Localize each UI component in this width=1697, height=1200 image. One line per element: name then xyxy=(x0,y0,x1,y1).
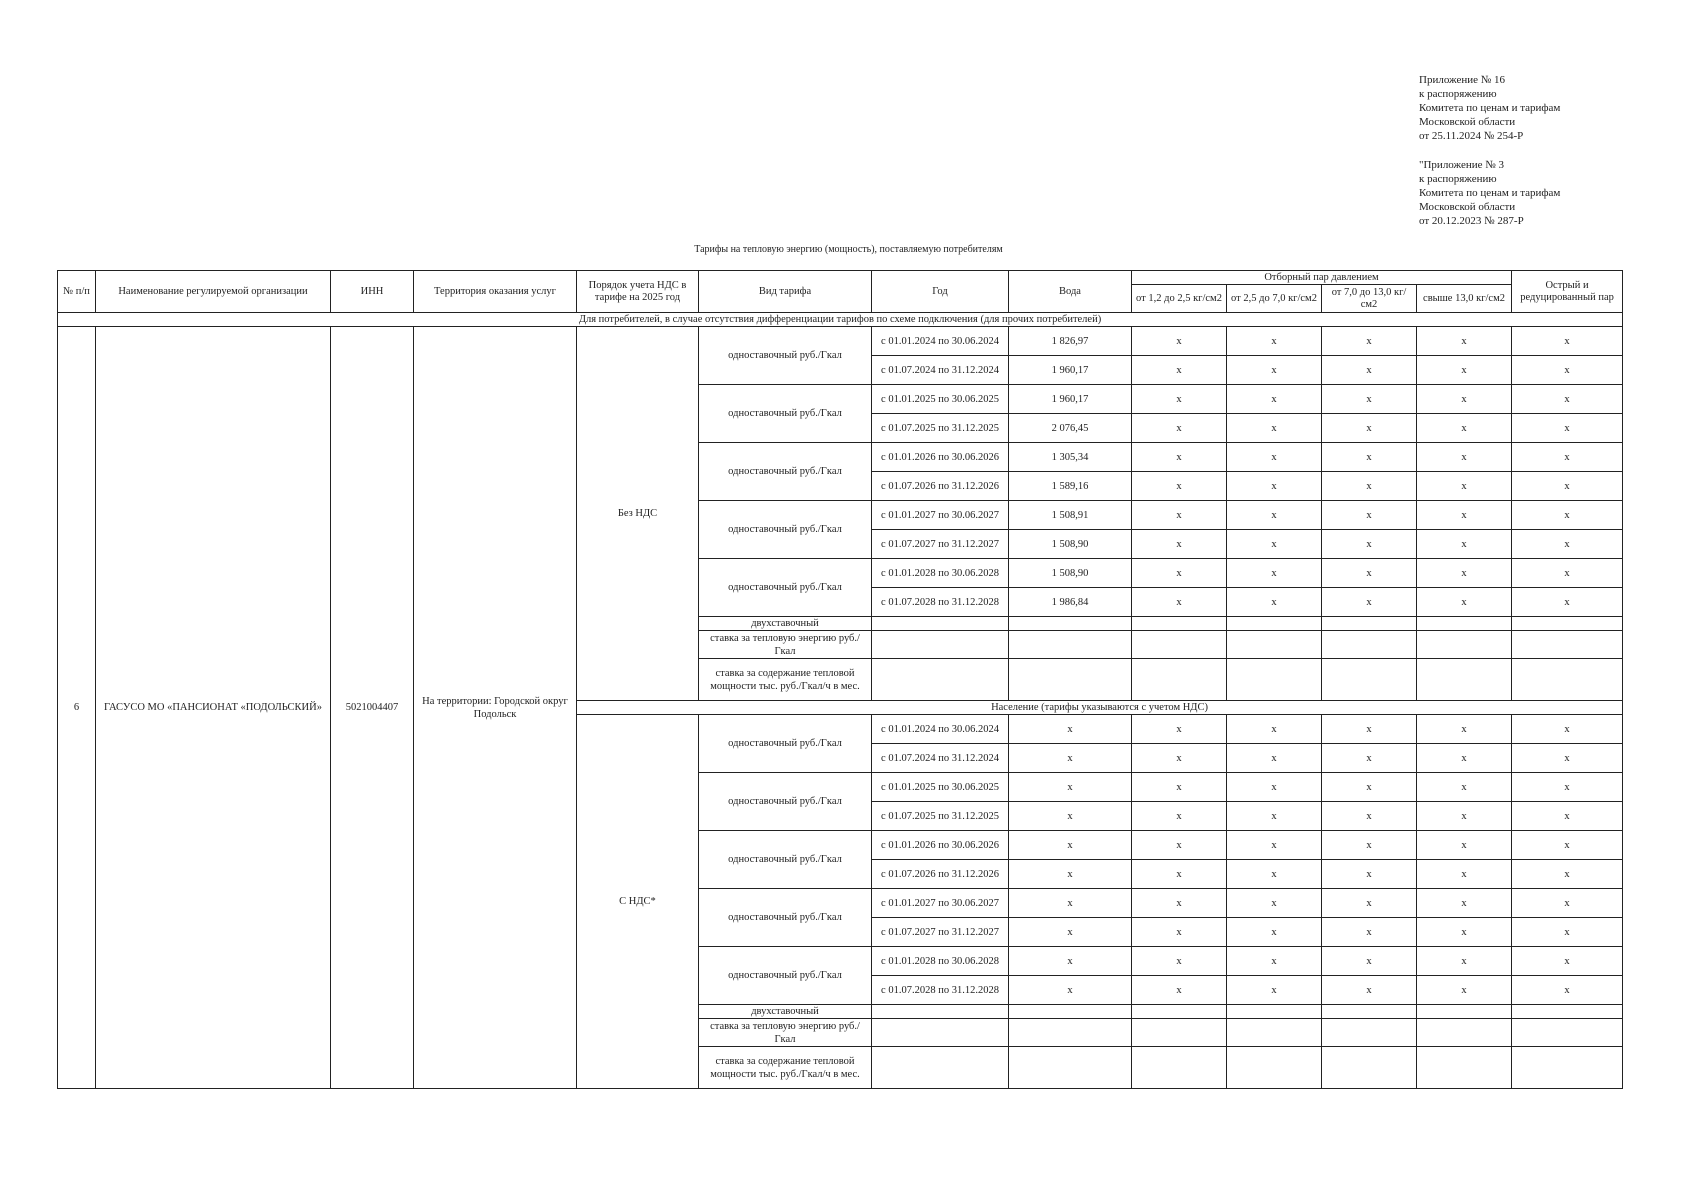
steam-value: х xyxy=(1512,831,1623,860)
steam-value: х xyxy=(1132,443,1227,472)
tariff-type-cell: одноставочный руб./Гкал xyxy=(699,947,872,1005)
steam-value: х xyxy=(1512,918,1623,947)
steam-value: х xyxy=(1132,559,1227,588)
steam-value: х xyxy=(1227,327,1322,356)
water-value: 2 076,45 xyxy=(1009,414,1132,443)
two-rate-label: двухставочный xyxy=(699,617,872,631)
empty-cell xyxy=(1417,1019,1512,1047)
empty-cell xyxy=(1227,1047,1322,1089)
header-tariff-type: Вид тарифа xyxy=(699,271,872,313)
empty-cell xyxy=(1322,631,1417,659)
period-cell: с 01.01.2025 по 30.06.2025 xyxy=(872,385,1009,414)
steam-value: х xyxy=(1132,831,1227,860)
steam-value: х xyxy=(1322,530,1417,559)
steam-value: х xyxy=(1322,414,1417,443)
steam-value: х xyxy=(1132,889,1227,918)
steam-value: х xyxy=(1417,744,1512,773)
header-territory: Территория оказания услуг xyxy=(414,271,577,313)
tariff-type-cell: одноставочный руб./Гкал xyxy=(699,501,872,559)
water-value: х xyxy=(1009,860,1132,889)
org-number: 6 xyxy=(58,327,96,1089)
steam-value: х xyxy=(1132,414,1227,443)
capacity-rate-label: ставка за содержание тепловой мощности тыс. руб./Гкал/ч в мес. xyxy=(699,659,872,701)
period-cell: с 01.07.2027 по 31.12.2027 xyxy=(872,530,1009,559)
section-other-consumers: Для потребителей, в случае отсутствия дифференциации тарифов по схеме подключения (для прочих потребителей) xyxy=(58,313,1623,327)
water-value: 1 986,84 xyxy=(1009,588,1132,617)
steam-value: х xyxy=(1417,976,1512,1005)
empty-cell xyxy=(1132,1047,1227,1089)
steam-value: х xyxy=(1417,559,1512,588)
header-pressure-1: от 1,2 до 2,5 кг/см2 xyxy=(1132,285,1227,313)
steam-value: х xyxy=(1132,385,1227,414)
steam-value: х xyxy=(1417,831,1512,860)
empty-cell xyxy=(1512,1019,1623,1047)
steam-value: х xyxy=(1417,327,1512,356)
header-sharp-steam: Острый и редуцированный пар xyxy=(1512,271,1623,313)
note-line: Московской области xyxy=(1419,201,1516,213)
steam-value: х xyxy=(1322,715,1417,744)
empty-cell xyxy=(1009,1047,1132,1089)
steam-value: х xyxy=(1132,356,1227,385)
steam-value: х xyxy=(1417,773,1512,802)
header-pressure-2: от 2,5 до 7,0 кг/см2 xyxy=(1227,285,1322,313)
tariff-type-cell: одноставочный руб./Гкал xyxy=(699,831,872,889)
empty-cell xyxy=(1322,1005,1417,1019)
steam-value: х xyxy=(1322,327,1417,356)
steam-value: х xyxy=(1322,356,1417,385)
steam-value: х xyxy=(1512,860,1623,889)
empty-cell xyxy=(1512,617,1623,631)
period-cell: с 01.01.2028 по 30.06.2028 xyxy=(872,947,1009,976)
water-value: 1 508,90 xyxy=(1009,559,1132,588)
steam-value: х xyxy=(1417,860,1512,889)
note-line: "Приложение № 3 xyxy=(1419,159,1505,171)
water-value: 1 960,17 xyxy=(1009,356,1132,385)
steam-value: х xyxy=(1227,947,1322,976)
water-value: 1 589,16 xyxy=(1009,472,1132,501)
empty-cell xyxy=(872,1019,1009,1047)
steam-value: х xyxy=(1512,327,1623,356)
steam-value: х xyxy=(1322,802,1417,831)
note-line: к распоряжению xyxy=(1419,88,1497,100)
steam-value: х xyxy=(1227,501,1322,530)
steam-value: х xyxy=(1227,918,1322,947)
period-cell: с 01.07.2026 по 31.12.2026 xyxy=(872,860,1009,889)
tariff-type-cell: одноставочный руб./Гкал xyxy=(699,327,872,385)
steam-value: х xyxy=(1417,588,1512,617)
empty-cell xyxy=(872,1047,1009,1089)
tariff-type-cell: одноставочный руб./Гкал xyxy=(699,385,872,443)
steam-value: х xyxy=(1227,559,1322,588)
period-cell: с 01.01.2026 по 30.06.2026 xyxy=(872,443,1009,472)
steam-value: х xyxy=(1322,588,1417,617)
empty-cell xyxy=(1009,659,1132,701)
empty-cell xyxy=(1417,1005,1512,1019)
steam-value: х xyxy=(1322,443,1417,472)
empty-cell xyxy=(1009,1005,1132,1019)
header-vat-order: Порядок учета НДС в тарифе на 2025 год xyxy=(577,271,699,313)
tariff-type-cell: одноставочный руб./Гкал xyxy=(699,559,872,617)
empty-cell xyxy=(1417,659,1512,701)
section-population: Население (тарифы указываются с учетом НДС) xyxy=(577,701,1623,715)
empty-cell xyxy=(872,659,1009,701)
steam-value: х xyxy=(1322,385,1417,414)
empty-cell xyxy=(1132,631,1227,659)
note-line: Приложение № 16 xyxy=(1419,74,1506,86)
steam-value: х xyxy=(1417,385,1512,414)
empty-cell xyxy=(1227,1019,1322,1047)
vat-order-cell: С НДС* xyxy=(577,715,699,1089)
steam-value: х xyxy=(1512,802,1623,831)
steam-value: х xyxy=(1417,501,1512,530)
steam-value: х xyxy=(1322,831,1417,860)
steam-value: х xyxy=(1227,802,1322,831)
steam-value: х xyxy=(1417,802,1512,831)
empty-cell xyxy=(1227,1005,1322,1019)
empty-cell xyxy=(1417,1047,1512,1089)
steam-value: х xyxy=(1322,559,1417,588)
empty-cell xyxy=(1322,659,1417,701)
empty-cell xyxy=(1009,1019,1132,1047)
note-line: Комитета по ценам и тарифам xyxy=(1419,187,1561,199)
empty-cell xyxy=(1009,631,1132,659)
steam-value: х xyxy=(1132,773,1227,802)
steam-value: х xyxy=(1322,860,1417,889)
steam-value: х xyxy=(1132,947,1227,976)
steam-value: х xyxy=(1227,715,1322,744)
steam-value: х xyxy=(1227,530,1322,559)
steam-value: х xyxy=(1512,889,1623,918)
steam-value: х xyxy=(1132,802,1227,831)
steam-value: х xyxy=(1417,443,1512,472)
period-cell: с 01.07.2026 по 31.12.2026 xyxy=(872,472,1009,501)
period-cell: с 01.01.2024 по 30.06.2024 xyxy=(872,327,1009,356)
steam-value: х xyxy=(1227,443,1322,472)
water-value: х xyxy=(1009,889,1132,918)
steam-value: х xyxy=(1227,588,1322,617)
header-org: Наименование регулируемой организации xyxy=(96,271,331,313)
steam-value: х xyxy=(1512,588,1623,617)
org-territory: На территории: Городской округ Подольск xyxy=(414,327,577,1089)
steam-value: х xyxy=(1132,501,1227,530)
empty-cell xyxy=(1322,617,1417,631)
note-line: Комитета по ценам и тарифам xyxy=(1419,102,1561,114)
header-pressure-3: от 7,0 до 13,0 кг/см2 xyxy=(1322,285,1417,313)
empty-cell xyxy=(1227,659,1322,701)
steam-value: х xyxy=(1132,715,1227,744)
steam-value: х xyxy=(1227,889,1322,918)
empty-cell xyxy=(872,1005,1009,1019)
water-value: х xyxy=(1009,976,1132,1005)
steam-value: х xyxy=(1417,414,1512,443)
steam-value: х xyxy=(1322,976,1417,1005)
steam-value: х xyxy=(1227,860,1322,889)
steam-value: х xyxy=(1322,889,1417,918)
table-title: Тарифы на тепловую энергию (мощность), поставляемую потребителям xyxy=(694,244,1003,255)
energy-rate-label: ставка за тепловую энергию руб./Гкал xyxy=(699,631,872,659)
period-cell: с 01.01.2026 по 30.06.2026 xyxy=(872,831,1009,860)
steam-value: х xyxy=(1227,744,1322,773)
empty-cell xyxy=(1512,631,1623,659)
steam-value: х xyxy=(1512,715,1623,744)
empty-cell xyxy=(872,617,1009,631)
empty-cell xyxy=(1512,1005,1623,1019)
steam-value: х xyxy=(1227,414,1322,443)
steam-value: х xyxy=(1512,530,1623,559)
steam-value: х xyxy=(1512,356,1623,385)
note-line: от 25.11.2024 № 254-Р xyxy=(1419,130,1524,142)
water-value: х xyxy=(1009,947,1132,976)
tariff-table xyxy=(57,270,1623,1089)
steam-value: х xyxy=(1512,385,1623,414)
steam-value: х xyxy=(1512,773,1623,802)
steam-value: х xyxy=(1322,918,1417,947)
steam-value: х xyxy=(1417,918,1512,947)
steam-value: х xyxy=(1417,472,1512,501)
water-value: х xyxy=(1009,831,1132,860)
empty-cell xyxy=(1009,617,1132,631)
steam-value: х xyxy=(1322,947,1417,976)
steam-value: х xyxy=(1512,559,1623,588)
org-name: ГАСУСО МО «ПАНСИОНАТ «ПОДОЛЬСКИЙ» xyxy=(96,327,331,1089)
steam-value: х xyxy=(1132,976,1227,1005)
steam-value: х xyxy=(1417,530,1512,559)
steam-value: х xyxy=(1322,744,1417,773)
empty-cell xyxy=(1417,617,1512,631)
steam-value: х xyxy=(1512,947,1623,976)
water-value: х xyxy=(1009,773,1132,802)
steam-value: х xyxy=(1322,472,1417,501)
note-line: к распоряжению xyxy=(1419,173,1497,185)
steam-value: х xyxy=(1132,530,1227,559)
tariff-type-cell: одноставочный руб./Гкал xyxy=(699,889,872,947)
steam-value: х xyxy=(1132,860,1227,889)
period-cell: с 01.07.2025 по 31.12.2025 xyxy=(872,414,1009,443)
header-pressure-4: свыше 13,0 кг/см2 xyxy=(1417,285,1512,313)
empty-cell xyxy=(1512,659,1623,701)
steam-value: х xyxy=(1417,356,1512,385)
vat-order-cell: Без НДС xyxy=(577,327,699,701)
table-body xyxy=(58,313,1623,1089)
steam-value: х xyxy=(1132,744,1227,773)
period-cell: с 01.01.2024 по 30.06.2024 xyxy=(872,715,1009,744)
steam-value: х xyxy=(1417,947,1512,976)
empty-cell xyxy=(1227,631,1322,659)
empty-cell xyxy=(1132,1005,1227,1019)
empty-cell xyxy=(1132,1019,1227,1047)
water-value: х xyxy=(1009,918,1132,947)
header-num: № п/п xyxy=(58,271,96,313)
tariff-type-cell: одноставочный руб./Гкал xyxy=(699,443,872,501)
water-value: 1 305,34 xyxy=(1009,443,1132,472)
steam-value: х xyxy=(1322,773,1417,802)
steam-value: х xyxy=(1227,356,1322,385)
period-cell: с 01.01.2028 по 30.06.2028 xyxy=(872,559,1009,588)
steam-value: х xyxy=(1417,715,1512,744)
empty-cell xyxy=(1227,617,1322,631)
empty-cell xyxy=(1132,617,1227,631)
steam-value: х xyxy=(1512,744,1623,773)
water-value: 1 960,17 xyxy=(1009,385,1132,414)
steam-value: х xyxy=(1512,472,1623,501)
appendix-note-current xyxy=(1419,73,1679,143)
empty-cell xyxy=(872,631,1009,659)
water-value: х xyxy=(1009,744,1132,773)
steam-value: х xyxy=(1512,501,1623,530)
period-cell: с 01.07.2028 по 31.12.2028 xyxy=(872,976,1009,1005)
steam-value: х xyxy=(1227,976,1322,1005)
empty-cell xyxy=(1417,631,1512,659)
period-cell: с 01.01.2027 по 30.06.2027 xyxy=(872,501,1009,530)
period-cell: с 01.07.2024 по 31.12.2024 xyxy=(872,744,1009,773)
period-cell: с 01.07.2027 по 31.12.2027 xyxy=(872,918,1009,947)
tariff-type-cell: одноставочный руб./Гкал xyxy=(699,773,872,831)
empty-cell xyxy=(1322,1019,1417,1047)
note-line: Московской области xyxy=(1419,116,1516,128)
water-value: х xyxy=(1009,715,1132,744)
capacity-rate-label: ставка за содержание тепловой мощности тыс. руб./Гкал/ч в мес. xyxy=(699,1047,872,1089)
two-rate-label: двухставочный xyxy=(699,1005,872,1019)
period-cell: с 01.07.2025 по 31.12.2025 xyxy=(872,802,1009,831)
table-row xyxy=(58,327,1623,356)
steam-value: х xyxy=(1512,976,1623,1005)
period-cell: с 01.01.2025 по 30.06.2025 xyxy=(872,773,1009,802)
water-value: 1 508,90 xyxy=(1009,530,1132,559)
note-line: от 20.12.2023 № 287-Р xyxy=(1419,215,1524,227)
header-water: Вода xyxy=(1009,271,1132,313)
empty-cell xyxy=(1132,659,1227,701)
steam-value: х xyxy=(1132,327,1227,356)
water-value: 1 508,91 xyxy=(1009,501,1132,530)
period-cell: с 01.01.2027 по 30.06.2027 xyxy=(872,889,1009,918)
steam-value: х xyxy=(1132,918,1227,947)
energy-rate-label: ставка за тепловую энергию руб./Гкал xyxy=(699,1019,872,1047)
steam-value: х xyxy=(1227,773,1322,802)
empty-cell xyxy=(1512,1047,1623,1089)
header-inn: ИНН xyxy=(331,271,414,313)
period-cell: с 01.07.2028 по 31.12.2028 xyxy=(872,588,1009,617)
org-inn: 5021004407 xyxy=(331,327,414,1089)
period-cell: с 01.07.2024 по 31.12.2024 xyxy=(872,356,1009,385)
header-year: Год xyxy=(872,271,1009,313)
steam-value: х xyxy=(1322,501,1417,530)
empty-cell xyxy=(1322,1047,1417,1089)
appendix-note-original xyxy=(1419,158,1679,228)
steam-value: х xyxy=(1512,443,1623,472)
tariff-type-cell: одноставочный руб./Гкал xyxy=(699,715,872,773)
steam-value: х xyxy=(1132,588,1227,617)
steam-value: х xyxy=(1227,385,1322,414)
steam-value: х xyxy=(1227,472,1322,501)
steam-value: х xyxy=(1132,472,1227,501)
header-steam-group: Отборный пар давлением xyxy=(1132,271,1512,285)
steam-value: х xyxy=(1227,831,1322,860)
water-value: х xyxy=(1009,802,1132,831)
steam-value: х xyxy=(1417,889,1512,918)
water-value: 1 826,97 xyxy=(1009,327,1132,356)
steam-value: х xyxy=(1512,414,1623,443)
